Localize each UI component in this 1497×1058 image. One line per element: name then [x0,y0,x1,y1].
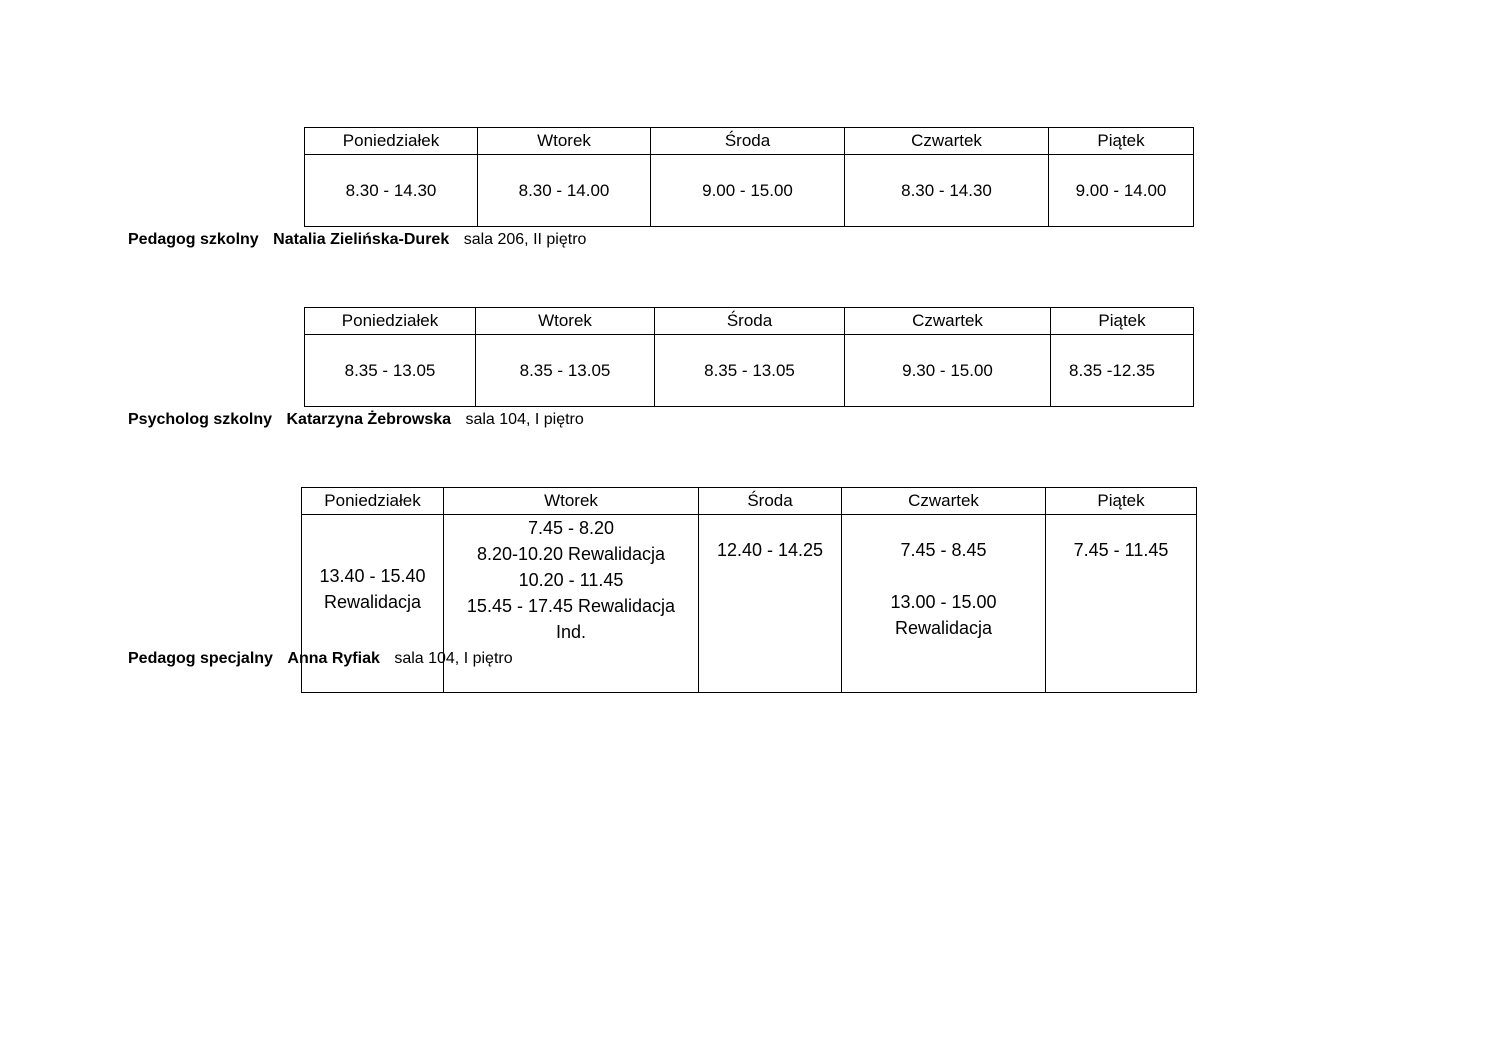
role-label: Pedagog szkolny [128,231,259,248]
day-header-thursday: Czwartek [842,488,1046,515]
caption-pedagog [128,231,586,249]
role-label: Psycholog szkolny [128,411,273,428]
header-row [302,488,1197,515]
role-label: Pedagog specjalny [128,650,273,667]
hours-row [305,155,1194,227]
day-header-tuesday: Wtorek [444,488,699,515]
hours-line: 13.40 - 15.40 [319,566,426,586]
schedule-table-pedagog [304,127,1194,227]
hours-tuesday: 8.30 - 14.00 [478,155,651,227]
hours-row [305,335,1194,407]
hours-line: 7.45 - 8.45 [900,540,987,560]
hours-line: Rewalidacja [323,592,422,612]
caption-specjalny [128,650,513,668]
person-name: Anna Ryfiak [287,650,380,667]
hours-line: 15.45 - 17.45 Rewalidacja [466,596,676,616]
header-row [305,128,1194,155]
header-row [305,308,1194,335]
person-name: Natalia Zielińska-Durek [273,231,450,248]
hours-monday: 8.35 - 13.05 [305,335,476,407]
hours-wednesday [699,515,842,693]
hours-thursday: 9.30 - 15.00 [845,335,1051,407]
schedule-table-psycholog [304,307,1194,407]
day-header-tuesday: Wtorek [478,128,651,155]
day-header-monday: Poniedziałek [302,488,444,515]
hours-line: 10.20 - 11.45 [518,570,624,590]
day-header-wednesday: Środa [699,488,842,515]
day-header-monday: Poniedziałek [305,308,476,335]
day-header-monday: Poniedziałek [305,128,478,155]
hours-line: Rewalidacja [894,618,993,638]
person-name: Katarzyna Żebrowska [286,411,452,428]
day-header-thursday: Czwartek [845,128,1049,155]
day-header-friday: Piątek [1051,308,1194,335]
caption-psycholog [128,411,584,429]
room-label: sala 104, I piętro [465,411,584,428]
hours-wednesday: 8.35 - 13.05 [655,335,845,407]
hours-thursday: 8.30 - 14.30 [845,155,1049,227]
hours-wednesday: 9.00 - 15.00 [651,155,845,227]
hours-friday: 9.00 - 14.00 [1049,155,1194,227]
hours-tuesday: 8.35 - 13.05 [476,335,655,407]
hours-line: 7.45 - 11.45 [1073,540,1169,560]
hours-line: 7.45 - 8.20 [527,518,615,538]
hours-line: Ind. [555,622,587,642]
day-header-friday: Piątek [1046,488,1197,515]
hours-monday: 8.30 - 14.30 [305,155,478,227]
hours-thursday [842,515,1046,693]
room-label: sala 104, I piętro [394,650,513,667]
hours-friday: 8.35 -12.35 [1051,335,1194,407]
room-label: sala 206, II piętro [463,231,587,248]
hours-line: 13.00 - 15.00 [890,592,997,612]
hours-line: 12.40 - 14.25 [716,540,824,560]
day-header-wednesday: Środa [651,128,845,155]
hours-line: 8.20-10.20 Rewalidacja [476,544,666,564]
day-header-friday: Piątek [1049,128,1194,155]
day-header-tuesday: Wtorek [476,308,655,335]
day-header-thursday: Czwartek [845,308,1051,335]
hours-line-spacer [842,563,1045,589]
day-header-wednesday: Środa [655,308,845,335]
hours-friday [1046,515,1197,693]
